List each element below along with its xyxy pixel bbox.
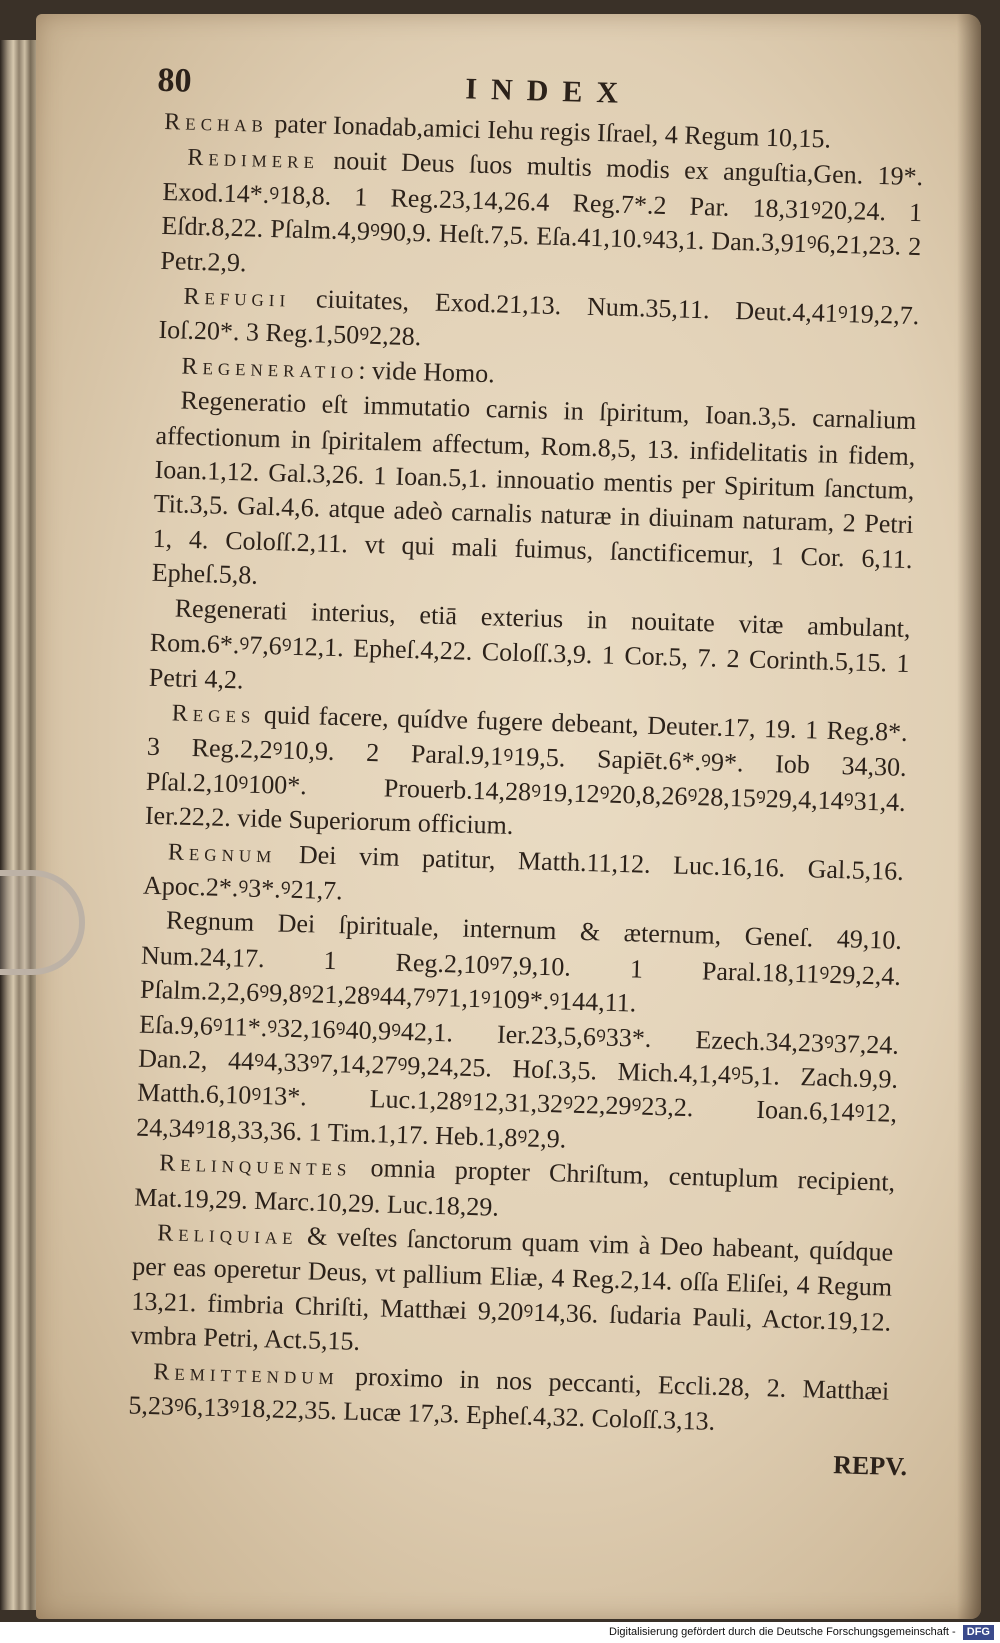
entry-lemma: Redimere xyxy=(187,145,320,175)
dfg-logo: DFG xyxy=(963,1625,994,1640)
book-page xyxy=(36,14,981,1619)
page-text-block xyxy=(127,61,926,1484)
page-number: 80 xyxy=(157,61,193,100)
index-entry xyxy=(151,383,916,612)
entry-lemma: Refugii xyxy=(183,283,291,313)
entry-text: Regnum Dei ſpirituale, internum & æternum, Geneſ. 49,10. Num.24,17. 1 Reg.2,10ꝰ7,9,10. 1 Paral.18,11ꝰ29,2,4. Pſalm.2,2,6ꝰ9,8ꝰ21,28ꝰ44,7ꝰ71,1ꝰ109*.ꝰ144,11. Eſa.9,6ꝰ11*.ꝰ32,16ꝰ40,9ꝰ42,1. Ier.23,5,6ꝰ33*. Ezech.34,23ꝰ37,24. Dan.2, 44ꝰ4,33ꝰ7,14,27ꝰ9,24,25. Hoſ.3,5. Mich.4,1,4ꝰ5,1. Zach.9,9. Matth.6,10ꝰ13*. Luc.1,28ꝰ12,31,32ꝰ22,29ꝰ23,2. Ioan.6,14ꝰ12, 24,34ꝰ18,33,36. 1 Tim.1,17. Heb.1,8ꝰ2,9. xyxy=(135,905,903,1154)
entry-text: ciuitates, Exod.21,13. Num.35,11. Deut.4,41ꝰ19,2,7. Ioſ.20*. 3 Reg.1,50ꝰ2,28. xyxy=(158,283,920,352)
entry-text: Dei vim patitur, Matth.11,12. Luc.16,16. Gal.5,16. Apoc.2*.ꝰ3*.ꝰ21,7. xyxy=(142,838,905,906)
entry-text: Regeneratio eſt immutatio carnis in ſpiritum, Ioan.3,5. carnalium affectionum in ſpiritalem affectum, Rom.8,5, 13. infidelitatis in fidem, Ioan.1,12. Gal.3,26. 1 Ioan.5,1. innouatio mentis per Spiritum ſanctum, Tit.3,5. Gal.4,6. atque adeò carnalis naturæ in diuinam naturam, 2 Petri 1, 4. Coloſſ.2,11. vt qui mali fuimus, ſanctificemur, 1 Cor. 6,11. Epheſ.5,8. xyxy=(151,385,917,591)
funding-credit: Digitalisierung gefördert durch die Deutsche Forschungsgemeinschaft - xyxy=(609,1626,956,1638)
digitization-footer xyxy=(0,1622,1000,1643)
entry-lemma: Reges xyxy=(171,700,256,729)
index-entry xyxy=(130,1215,894,1375)
entry-lemma: Rechab xyxy=(164,108,269,138)
entry-text: quid facere, quídve fugere debeant, Deuter.17, 19. 1 Reg.8*. 3 Reg.2,2ꝰ10,9. 2 Paral.9,1ꝰ19,5. Sapiēt.6*.ꝰ9*. Iob 34,30. Pſal.2,10ꝰ100*. Prouerb.14,28ꝰ19,12ꝰ20,8,26ꝰ28,15ꝰ29,4,14ꝰ31,4. Ier.22,2. vide Superiorum officium. xyxy=(144,699,909,841)
page-gutter-shadow xyxy=(957,14,981,1619)
entry-lemma: Reliquiae xyxy=(156,1220,298,1251)
entry-lemma: Regnum xyxy=(167,838,277,868)
entry-text: proximo in nos peccanti, Eccli.28, 2. Matthæi 5,23ꝰ6,13ꝰ18,22,35. Lucæ 17,3. Epheſ.4,32. Coloſſ.3,13. xyxy=(128,1360,890,1436)
index-entry xyxy=(145,695,909,855)
entry-text: omnia propter Chriſtum, centuplum recipient, Mat.19,29. Marc.10,29. Luc.18,29. xyxy=(133,1152,896,1222)
entry-lemma: Relinquentes xyxy=(158,1150,352,1182)
entry-text: pater Ionadab,amici Iehu regis Iſrael, 4 Regum 10,15. xyxy=(267,108,832,154)
book-fore-edge xyxy=(0,40,38,1610)
running-head: INDEX xyxy=(464,72,633,111)
catchword: REPV. xyxy=(832,1450,908,1482)
entry-text: : vide Homo. xyxy=(357,355,496,389)
index-entries xyxy=(128,104,925,1444)
index-entry xyxy=(160,139,924,299)
entry-text: & veſtes ſanctorum quam vim à Deo habeant, quídque per eas operetur Deus, vt pallium Eliæ, 4 Reg.2,14. oſſa Eliſei, 4 Regum 13,21. fimbria Chriſti, Matthæi 9,20ꝰ14,36. ſudaria Pauli, Actor.19,12. vmbra Petri, Act.5,15. xyxy=(130,1221,894,1357)
entry-text: Regenerati interius, etiā exterius in nouitate vitæ ambulant, Rom.6*.ꝰ7,6ꝰ12,1. Epheſ.4,22. Coloſſ.3,9. 1 Cor.5, 7. 2 Corinth.5,15. 1 Petri 4,2. xyxy=(148,593,911,694)
entry-lemma: Regeneratio xyxy=(181,353,359,385)
index-entry xyxy=(136,903,902,1166)
entry-lemma: Remittendum xyxy=(153,1358,340,1390)
entry-text: nouit Deus ſuos multis modis ex anguſtia,Gen. 19*. Exod.14*.ꝰ18,8. 1 Reg.23,14,26.4 Reg.7*.2 Par. 18,31ꝰ20,24. 1 Eſdr.8,22. Pſalm.4,9ꝰ90,9. Heſt.7,5. Eſa.41,10.ꝰ43,1. Dan.3,91ꝰ6,21,23. 2 Petr.2,9. xyxy=(160,145,924,277)
